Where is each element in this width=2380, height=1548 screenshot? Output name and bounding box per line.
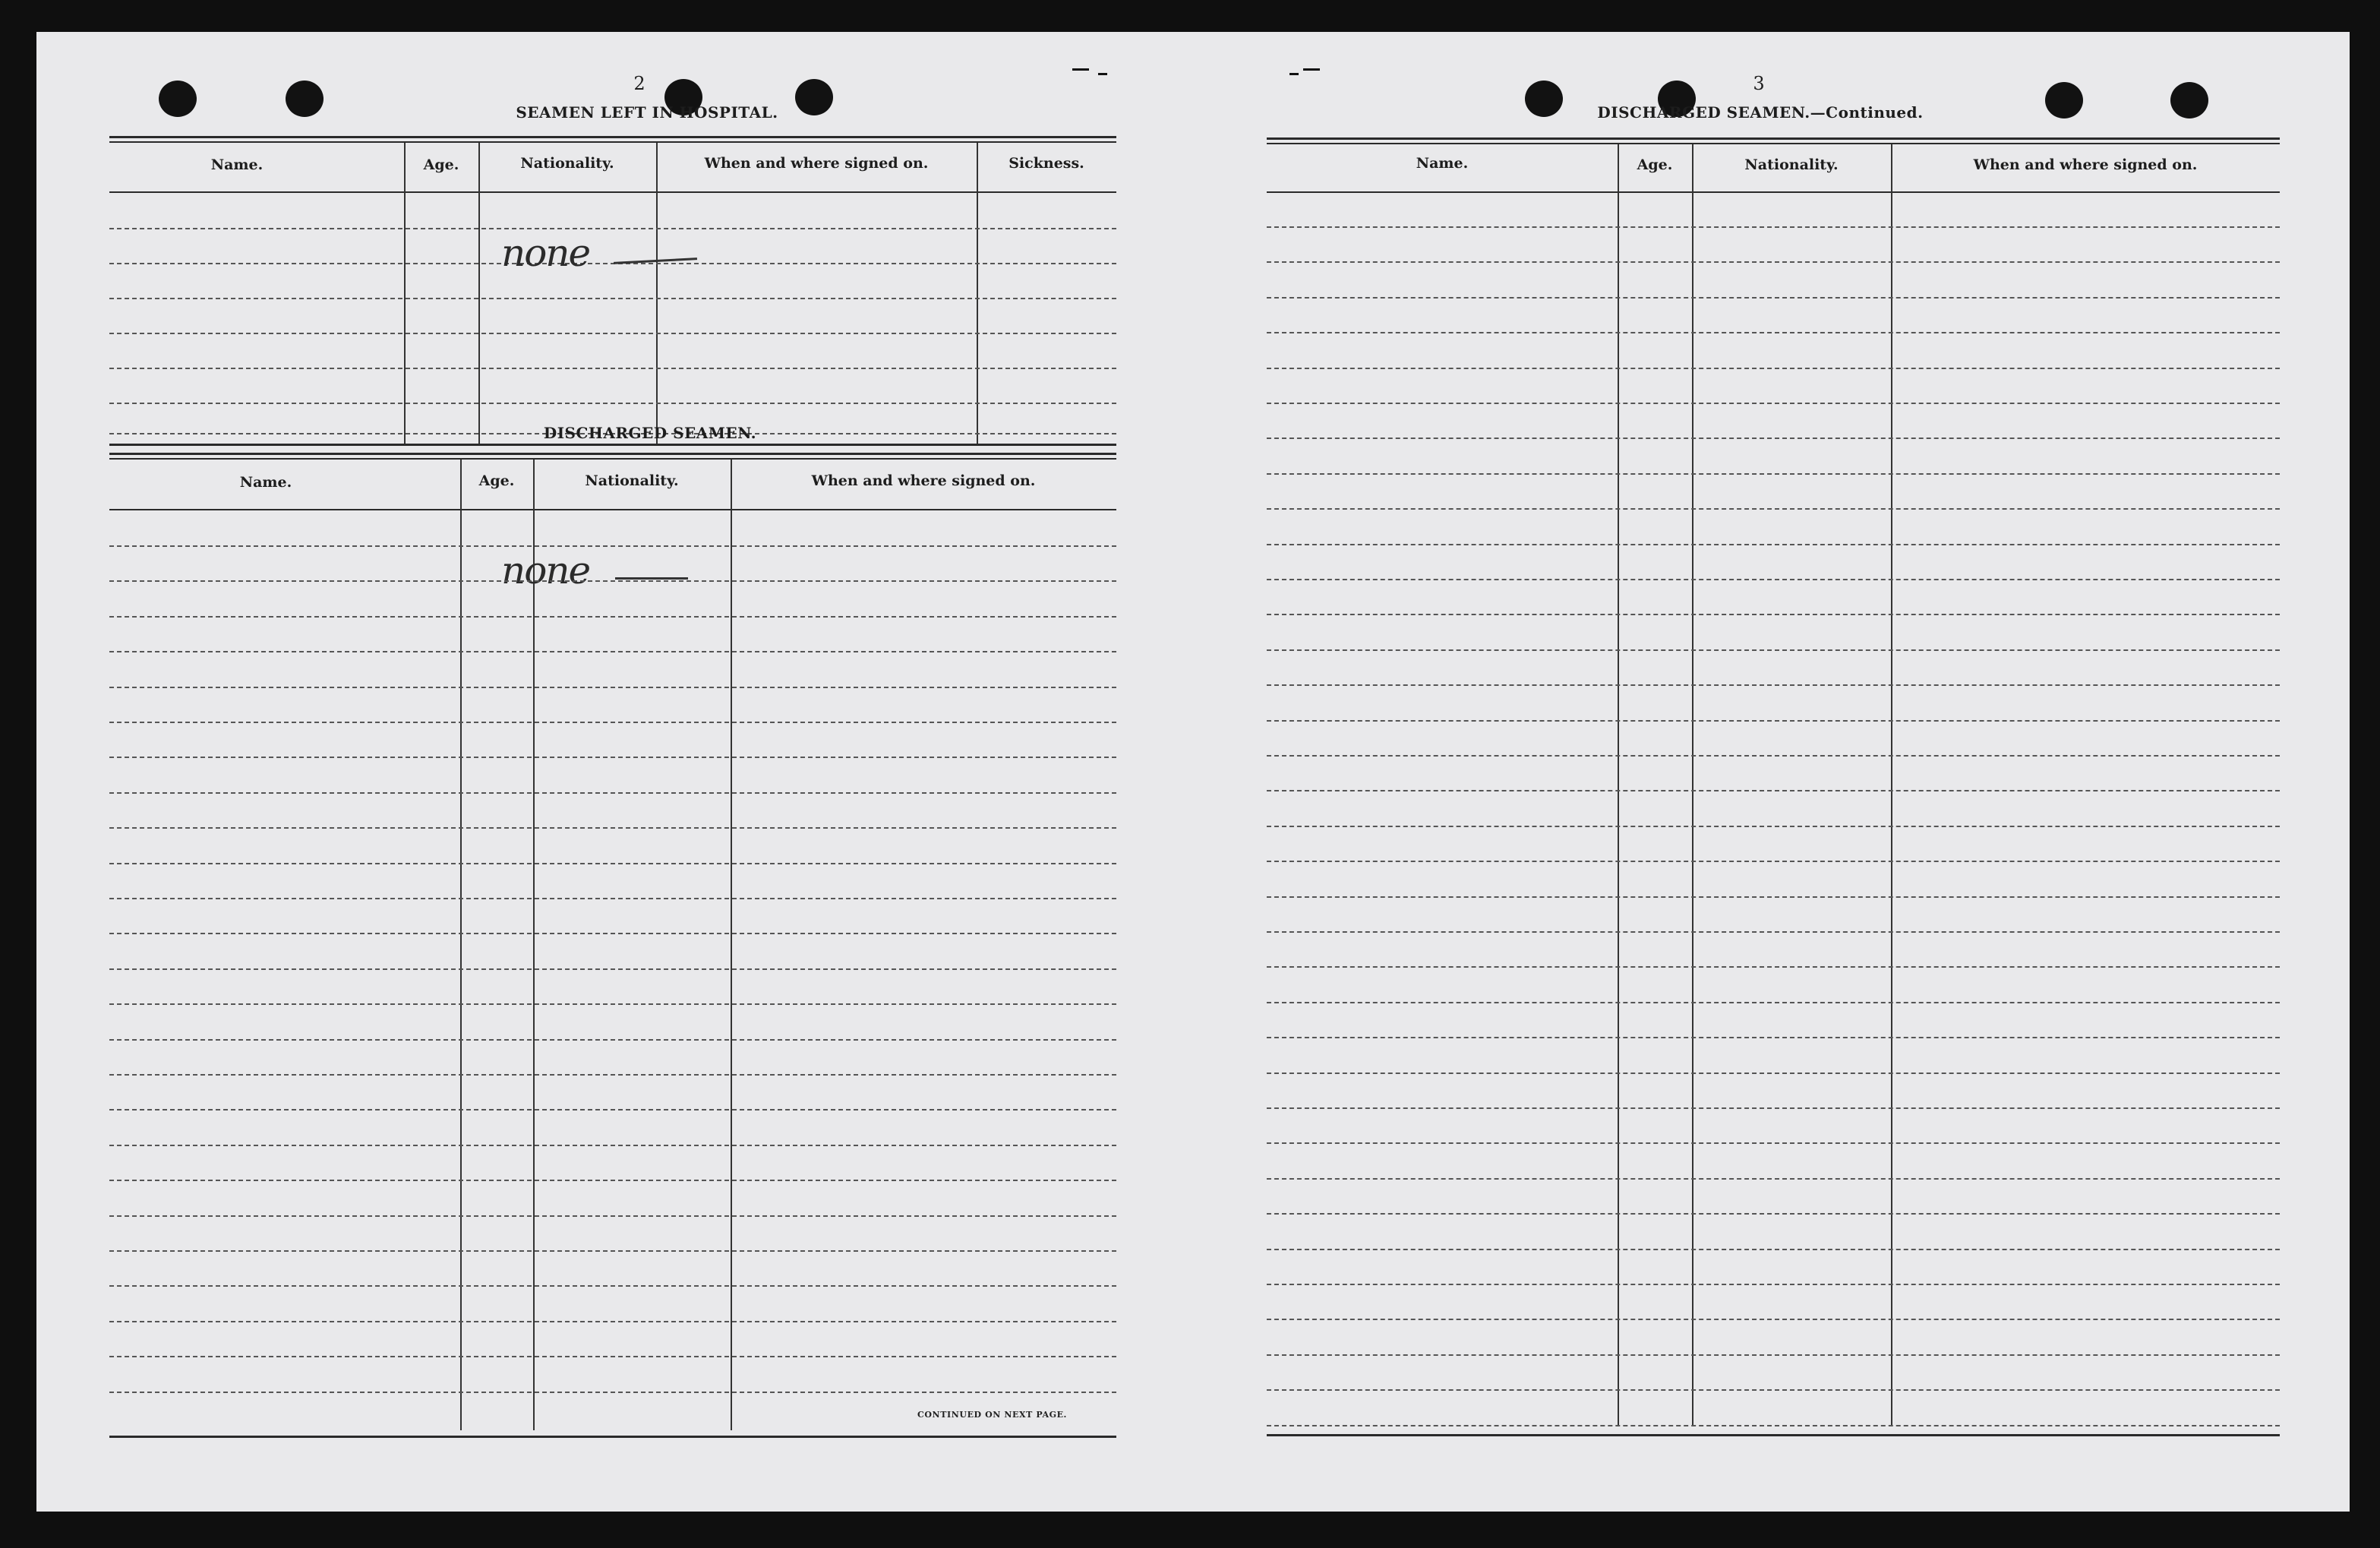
punch-hole [159,81,197,117]
row-line [1267,1107,2280,1109]
row-line [109,1145,1116,1146]
document-sheet [36,32,2350,1512]
discharged-section-title: DISCHARGED SEAMEN. [543,424,757,442]
row-line [1267,861,2280,862]
row-line [1267,931,2280,933]
page-number-right: 3 [1753,73,1765,94]
section-bottom-rule [109,444,1116,446]
column-header-age: Age. [1637,156,1673,173]
row-line [109,792,1116,794]
scan-mark [1098,73,1107,75]
row-line [109,687,1116,688]
row-line [1267,261,2280,263]
row-line [1267,1389,2280,1391]
column-header-age: Age. [423,156,459,173]
column-header-age: Age. [478,472,515,489]
row-line [109,1250,1116,1252]
row-line [1267,684,2280,686]
row-line [109,1321,1116,1322]
punch-hole [1525,81,1563,117]
row-line [1267,1037,2280,1038]
column-header-nationality: Nationality. [1744,156,1839,173]
scan-mark [1303,68,1320,71]
column-header-when-where: When and where signed on. [704,155,929,172]
table-top-rule [1267,137,2280,140]
row-line [109,827,1116,829]
row-line [1267,614,2280,615]
column-header-nationality: Nationality. [520,155,614,172]
header-rule [109,191,1116,193]
column-divider [977,143,978,444]
row-line [1267,896,2280,898]
table-bottom-rule [1267,1434,2280,1436]
column-header-name: Name. [1416,155,1469,172]
row-line [1267,1178,2280,1180]
table-top-rule [109,458,1116,460]
column-divider [1891,144,1892,1426]
row-line [1267,1284,2280,1285]
row-line [109,722,1116,723]
row-line [1267,1354,2280,1356]
scan-mark [1289,73,1299,75]
header-rule [1267,191,2280,193]
row-line [1267,226,2280,228]
column-header-sickness: Sickness. [1009,155,1084,172]
table-top-rule [109,136,1116,138]
row-line [1267,1249,2280,1250]
row-line [109,968,1116,970]
punch-hole [286,81,324,117]
hospital-section-title: SEAMEN LEFT IN HOSPITAL. [516,103,778,122]
table-top-rule [109,453,1116,455]
row-line [109,263,1116,264]
row-line [109,898,1116,899]
row-line [1267,826,2280,827]
row-line [109,1074,1116,1076]
row-line [109,298,1116,299]
row-line [109,1356,1116,1357]
header-rule [109,509,1116,510]
row-line [109,651,1116,652]
row-line [109,403,1116,404]
table-top-rule [1267,143,2280,144]
row-line [1267,297,2280,299]
row-line [109,1180,1116,1181]
row-line [1267,790,2280,791]
row-line [1267,579,2280,580]
column-header-name: Name. [239,474,292,491]
handwritten-none-discharged: none [501,548,590,592]
scan-mark [1072,68,1089,71]
row-line [1267,649,2280,651]
column-header-when-where: When and where signed on. [811,472,1036,489]
row-line [1267,473,2280,475]
continued-footer: CONTINUED ON NEXT PAGE. [917,1410,1067,1420]
row-line [109,1039,1116,1041]
column-divider [404,143,406,444]
column-divider [478,143,480,444]
row-line [1267,368,2280,369]
row-line [1267,755,2280,757]
row-line [109,757,1116,758]
row-line [1267,1213,2280,1215]
row-line [1267,1073,2280,1074]
row-line [1267,966,2280,968]
row-line [1267,332,2280,333]
column-divider [656,143,658,444]
row-line [109,1215,1116,1217]
row-line [109,1392,1116,1393]
row-line [109,368,1116,369]
row-line [109,580,1116,582]
row-line [1267,720,2280,722]
row-line [109,933,1116,934]
punch-hole [2170,82,2208,118]
column-header-name: Name. [210,156,264,173]
row-line [1267,1142,2280,1144]
punch-hole [2045,82,2083,118]
row-line [109,545,1116,547]
row-line [109,1003,1116,1005]
column-divider [1692,144,1693,1426]
row-line [1267,403,2280,404]
table-top-rule [109,141,1116,143]
column-divider [1618,144,1619,1426]
row-line [109,863,1116,864]
row-line [1267,1002,2280,1003]
row-line [1267,544,2280,545]
table-bottom-rule [109,1436,1116,1438]
row-line [109,228,1116,229]
column-header-nationality: Nationality. [585,472,679,489]
row-line [1267,508,2280,510]
row-line [109,616,1116,618]
row-line [1267,1425,2280,1426]
row-line [1267,438,2280,439]
discharged-continued-title: DISCHARGED SEAMEN.—Continued. [1597,103,1924,122]
row-line [109,1285,1116,1287]
page-number-left: 2 [633,73,646,94]
column-header-when-where: When and where signed on. [1973,156,2198,173]
row-line [1267,1319,2280,1320]
handwritten-none-hospital: none [501,231,590,275]
handwritten-stroke [615,577,688,580]
row-line [109,1109,1116,1110]
row-line [109,333,1116,334]
